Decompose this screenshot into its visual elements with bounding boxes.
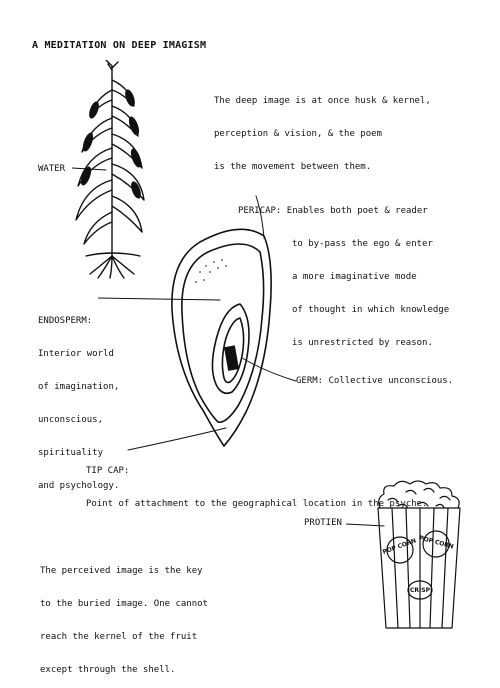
protien-label: PROTIEN	[304, 518, 342, 528]
closing-line-3: reach the kernel of the fruit	[40, 632, 198, 642]
endosperm-pointer-line	[98, 292, 222, 306]
pericap-line-4: of thought in which knowledge	[292, 305, 450, 315]
pericap-line-1: Enables both poet & reader	[286, 206, 428, 216]
closing-line-4: except through the shell.	[40, 665, 176, 675]
pericap-pointer-line	[254, 194, 270, 240]
endosperm-line-4: spirituality	[38, 448, 104, 458]
popcorn-box-illustration	[374, 478, 470, 638]
water-label: WATER	[38, 164, 66, 174]
endosperm-line-2: of imagination,	[38, 382, 120, 392]
intro-text	[214, 74, 431, 184]
tipcap-pointer-line	[126, 426, 230, 454]
pericap-line-3: a more imaginative mode	[292, 272, 417, 282]
tipcap-name: TIP CAP:	[86, 466, 130, 476]
germ-label: GERM: Collective unconscious.	[296, 376, 454, 386]
pericap-name: PERICAP:	[238, 206, 282, 216]
endosperm-line-1: Interior world	[38, 349, 114, 359]
closing-text	[40, 544, 208, 687]
germ-pointer-line	[240, 356, 300, 384]
intro-line-1: The deep image is at once husk & kernel,	[214, 96, 431, 106]
popcorn-badge-3: CRISP	[410, 587, 430, 594]
pericap-line-2: to by-pass the ego & enter	[292, 239, 433, 249]
page-title: A MEDITATION ON DEEP IMAGISM	[32, 40, 207, 51]
popcorn-badge-1: POP CORN	[381, 537, 418, 556]
endosperm-name: ENDOSPERM:	[38, 316, 93, 326]
pericap-line-5: is unrestricted by reason.	[292, 338, 433, 348]
closing-line-2: to the buried image. One cannot	[40, 599, 208, 609]
intro-line-3: is the movement between them.	[214, 162, 372, 172]
closing-line-1: The perceived image is the key	[40, 566, 203, 576]
popcorn-badge-2: POP CORN	[418, 534, 455, 551]
endosperm-line-3: unconscious,	[38, 415, 104, 425]
tipcap-description: Point of attachment to the geographical location in the psyche.	[86, 499, 428, 509]
water-pointer-line	[72, 162, 108, 174]
intro-line-2: perception & vision, & the poem	[214, 129, 382, 139]
endosperm-line-5: and psychology.	[38, 481, 120, 491]
